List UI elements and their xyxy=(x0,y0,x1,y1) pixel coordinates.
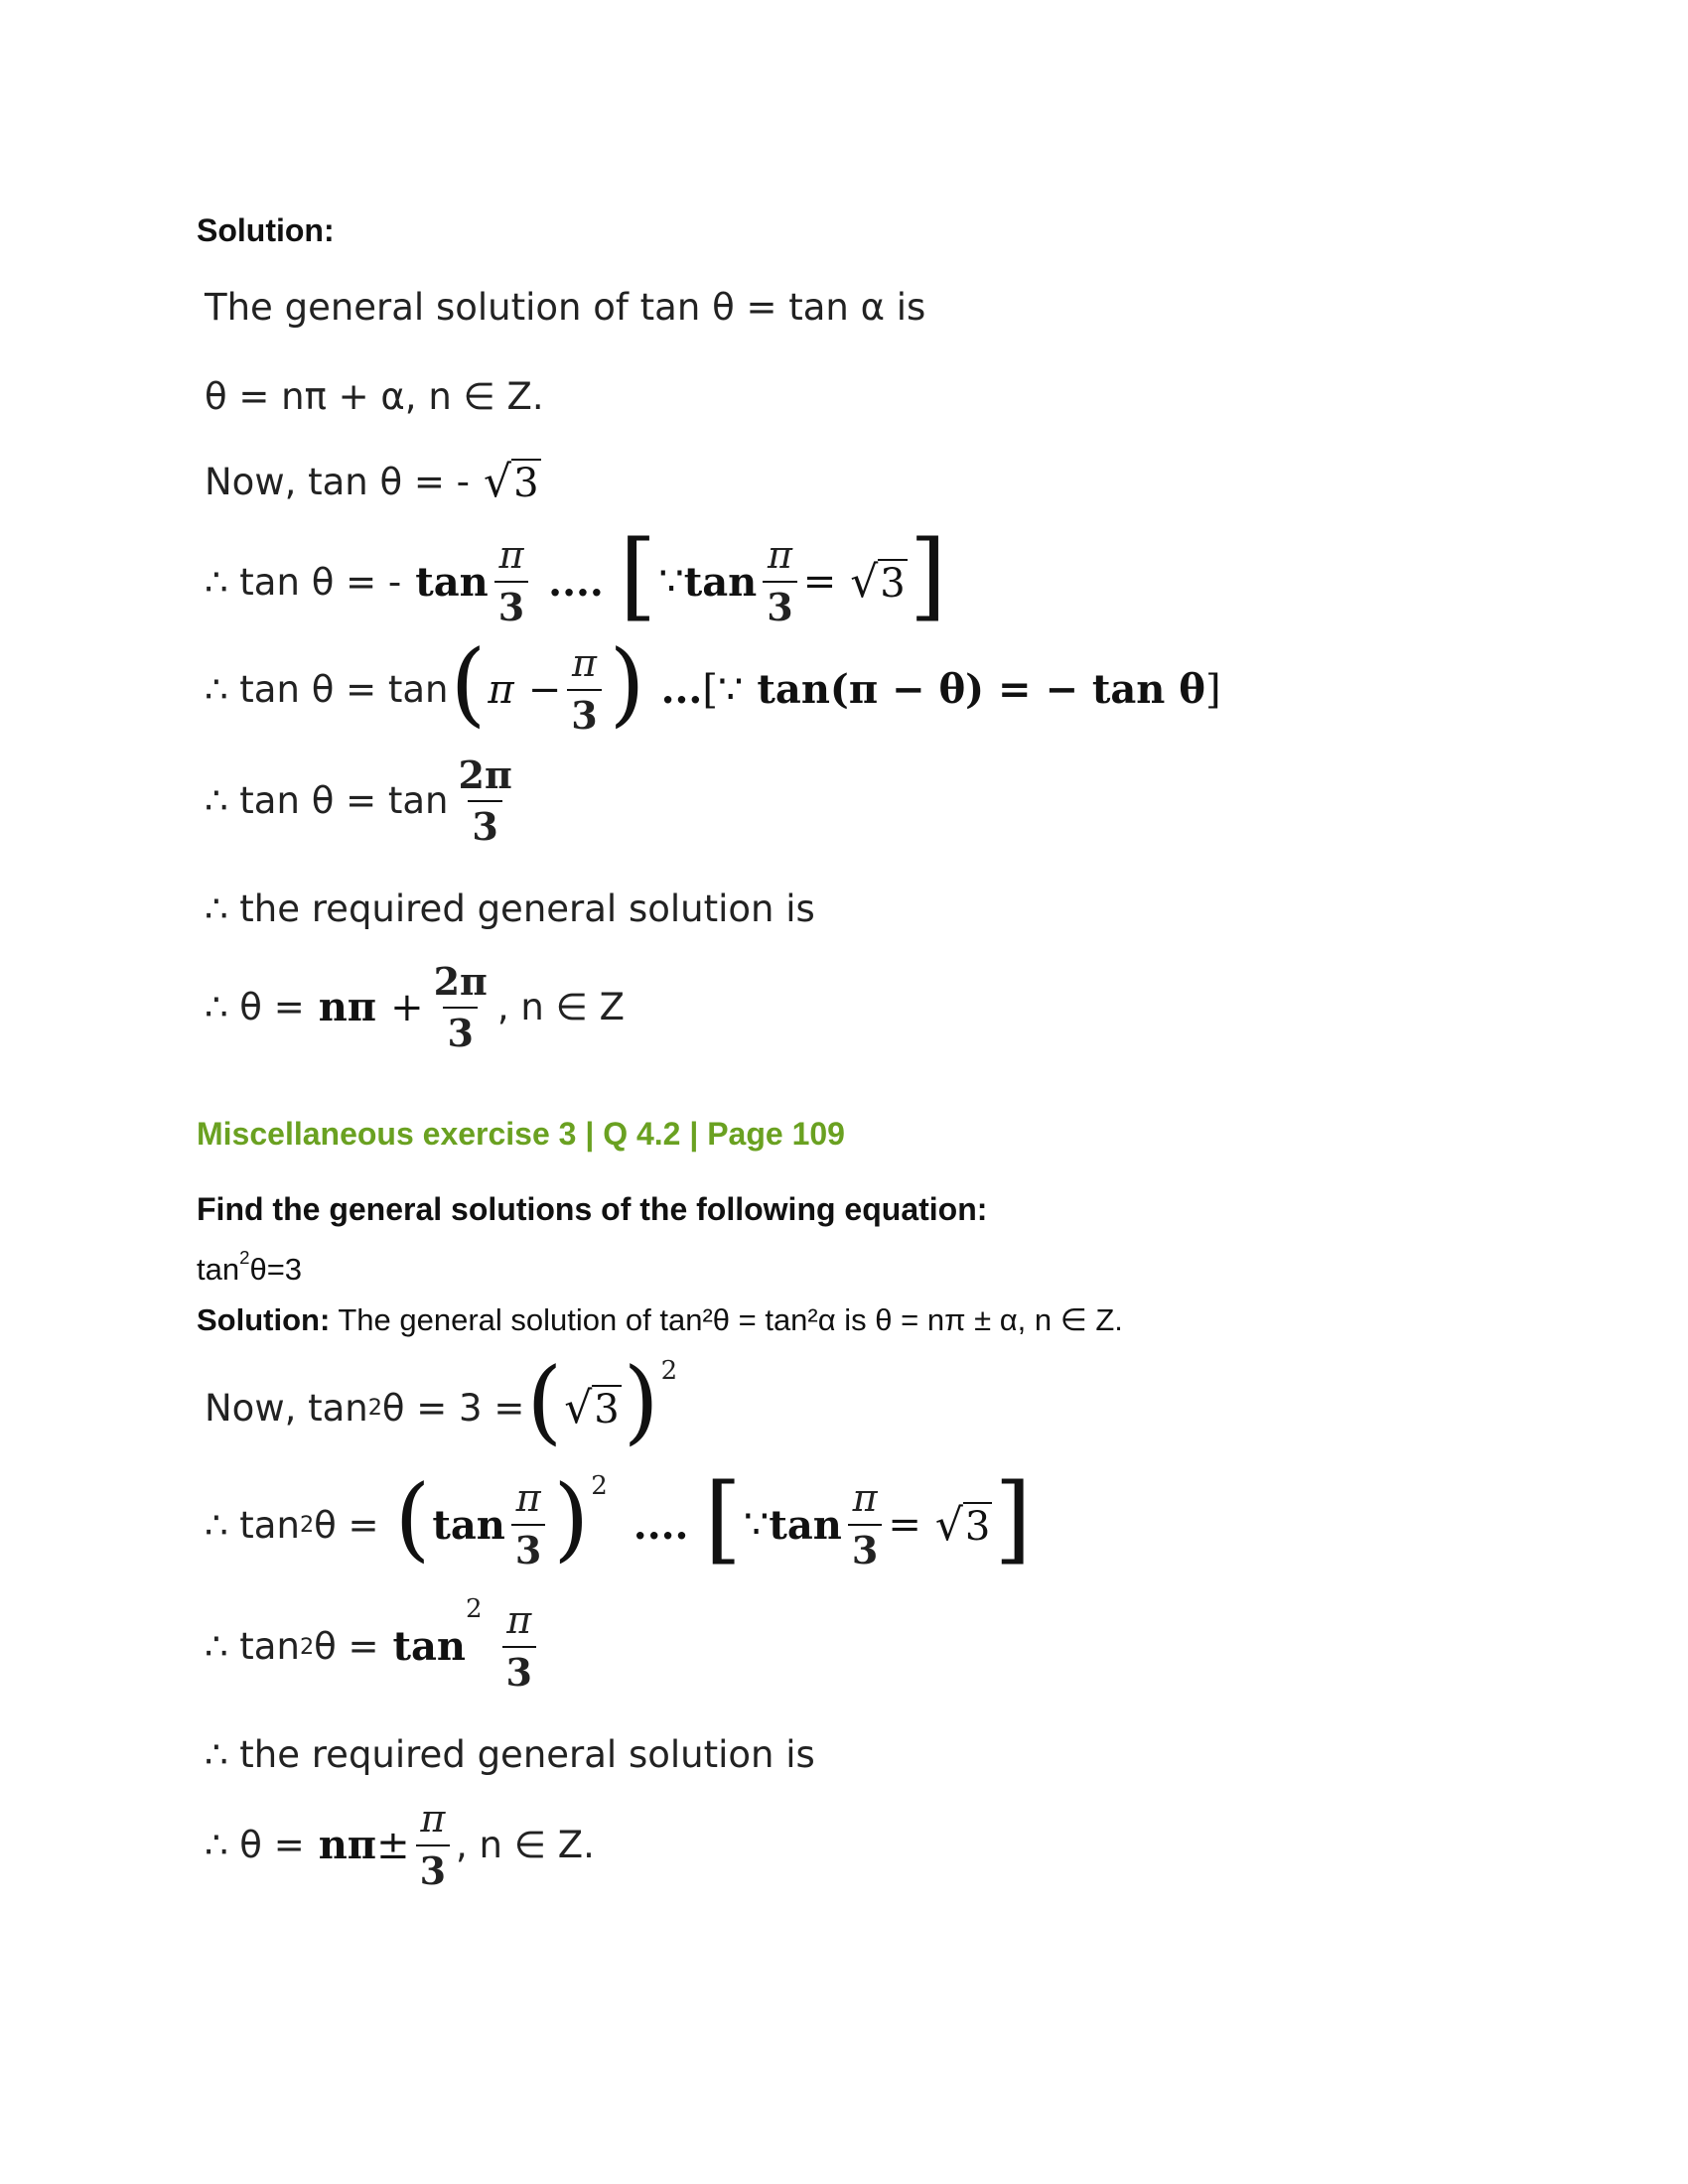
solution-line-final-answer: ∴ θ = nπ + $\frac{2\pi}{3}$ , n ∈ Z xyxy=(205,959,625,1055)
solution-line-general-form: The general solution of tan θ = tan α is xyxy=(205,286,926,329)
fraction-pi-over-3: $\frac{\pi}{3}$ xyxy=(416,1799,450,1892)
solution2-line-final-answer: ∴ θ = nπ ± $\frac{\pi}{3}$ , n ∈ Z. xyxy=(205,1797,595,1893)
fraction-pi-over-3: $\frac{\pi}{3}$ xyxy=(494,535,528,628)
solution-label: Solution: xyxy=(197,212,335,248)
sqrt-3: √3 xyxy=(850,556,906,608)
solution-line-tan-2pi-over-3: ∴ tan θ = tan $\frac{2\pi}{3}$ xyxy=(205,754,522,848)
question-prompt: Find the general solutions of the following equation: xyxy=(197,1191,988,1227)
question-equation: $\tan^2\theta=3$ xyxy=(197,1247,303,1287)
solution-line-now: Now, tan θ = - √3 xyxy=(205,457,539,507)
sqrt-3: √3 xyxy=(484,457,539,507)
fraction-pi-over-3: $\frac{\pi}{3}$ xyxy=(848,1478,882,1571)
fraction-pi-over-3: $\frac{\pi}{3}$ xyxy=(763,535,796,628)
solution2-line-required: ∴ the required general solution is xyxy=(205,1733,815,1776)
solution-line-required: ∴ the required general solution is xyxy=(205,887,815,930)
fraction-2pi-over-3: $\frac{2\pi}{3}$ xyxy=(458,752,512,849)
solution-intro: Solution: The general solution of tan²θ = tan²α is θ = nπ ± α, n ∈ Z. xyxy=(197,1302,1123,1337)
solution-line-tan-pi-minus: ∴ tan θ = tan ( π − $\frac{\pi}{3}$ ) ... [ ∵ tan(π − θ) = − tan θ ] xyxy=(205,629,1221,738)
question-reference: Miscellaneous exercise 3 | Q 4.2 | Page 109 xyxy=(197,1116,845,1152)
solution-line-theta-formula: θ = nπ + α, n ∈ Z. xyxy=(205,375,544,418)
solution2-line-tan-squared: ∴ tan 2 θ = ( tan $\frac{\pi}{3}$ ) 2 .... [ ∵ tan $\frac{\pi}{3}$ = √3 ] xyxy=(205,1463,1032,1574)
fraction-pi-over-3: $\frac{\pi}{3}$ xyxy=(567,643,601,737)
sqrt-3: √3 xyxy=(564,1382,620,1433)
solution2-line-now: Now, tan 2 θ = 3 = ( √3 ) 2 xyxy=(205,1348,678,1454)
fraction-2pi-over-3: $\frac{2\pi}{3}$ xyxy=(433,959,488,1055)
fraction-pi-over-3: $\frac{\pi}{3}$ xyxy=(511,1478,545,1571)
solution-line-tan-minus: ∴ tan θ = - tan $\frac{\pi}{3}$ .... [ ∵ tan $\frac{\pi}{3}$ = √3 ] xyxy=(205,520,947,631)
sqrt-3: √3 xyxy=(934,1499,991,1551)
solution2-line-tan-sq-pi: ∴ tan 2 θ = tan 2 $\frac{\pi}{3}$ xyxy=(205,1600,542,1694)
fraction-pi-over-3: $\frac{\pi}{3}$ xyxy=(502,1600,536,1694)
